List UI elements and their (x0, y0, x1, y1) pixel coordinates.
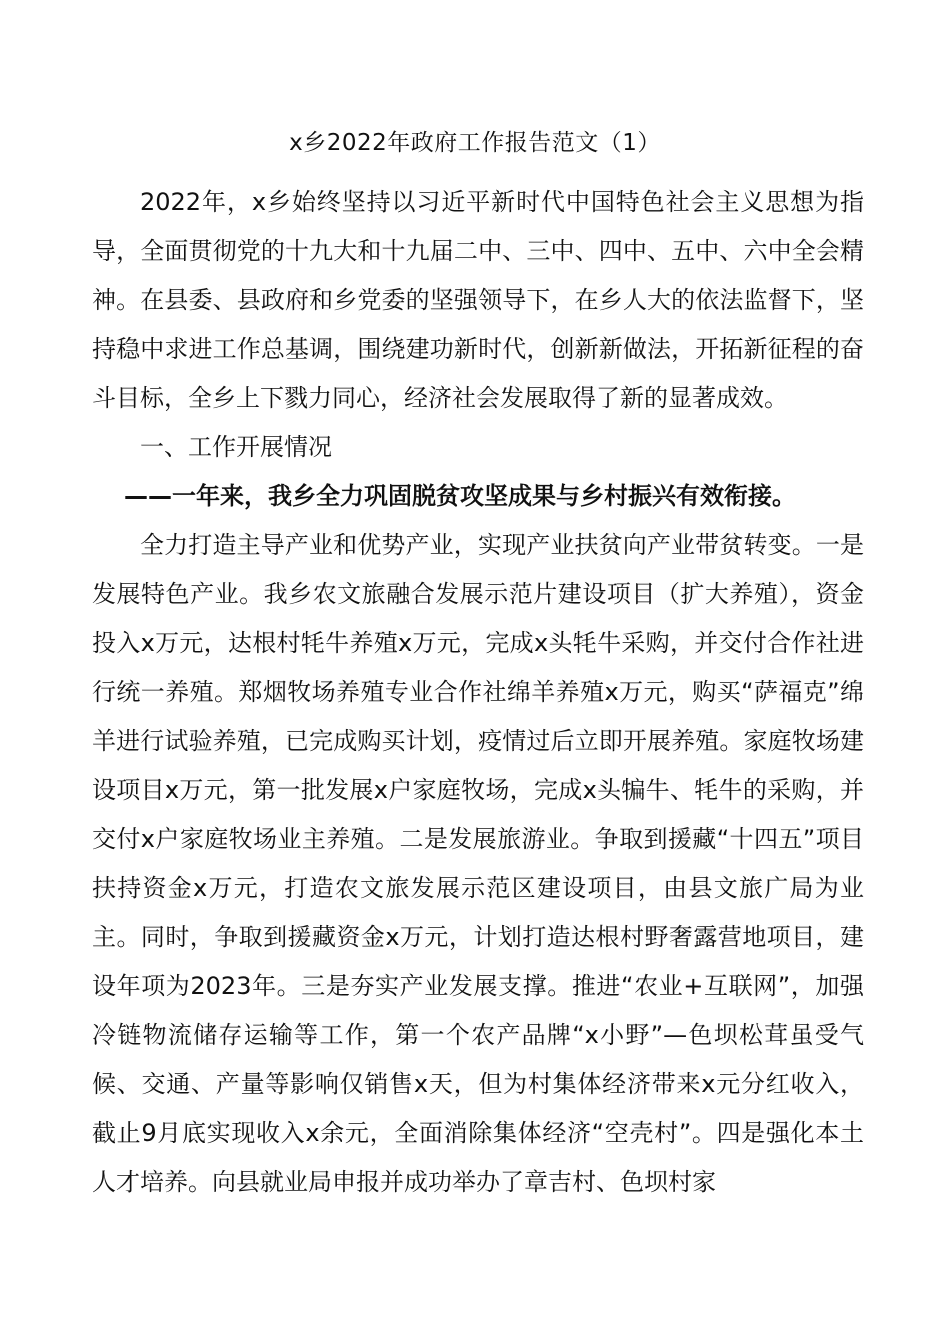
bold-summary-line: ——一年来，我乡全力巩固脱贫攻坚成果与乡村振兴有效衔接。 (124, 482, 796, 510)
intro-paragraph: 2022年，x乡始终坚持以习近平新时代中国特色社会主义思想为指导，全面贯彻党的十九大和十九届二中、三中、四中、五中、六中全会精神。在县委、县政府和乡党委的坚强领导下，在乡人大的依法监督下，坚持稳中求进工作总基调，围绕建功新时代，创新新做法，开拓新征程的奋斗目标，全乡上下戮力同心，经济社会发展取得了新的显著成效。 (92, 188, 864, 412)
document-body (92, 178, 864, 1207)
document-title: x乡2022年政府工作报告范文（1） (289, 130, 661, 156)
body-paragraph: 全力打造主导产业和优势产业，实现产业扶贫向产业带贫转变。一是发展特色产业。我乡农文旅融合发展示范片建设项目（扩大养殖），资金投入x万元，达根村牦牛养殖x万元，完成x头牦牛采购，并交付合作社进行统一养殖。郑烟牧场养殖专业合作社绵羊养殖x万元，购买“萨福克”绵羊进行试验养殖，已完成购买计划，疫情过后立即开展养殖。家庭牧场建设项目x万元，第一批发展x户家庭牧场，完成x头犏牛、牦牛的采购，并交付x户家庭牧场业主养殖。二是发展旅游业。争取到援藏“十四五”项目扶持资金x万元，打造农文旅发展示范区建设项目，由县文旅广局为业主。同时，争取到援藏资金x万元，计划打造达根村野奢露营地项目，建设年项为2023年。三是夯实产业发展支撑。推进“农业+互联网”，加强冷链物流储存运输等工作，第一个农产品牌“x小野”—色坝松茸虽受气候、交通、产量等影响仅销售x天，但为村集体经济带来x元分红收入，截止9月底实现收入x余元，全面消除集体经济“空壳村”。四是强化本土人才培养。向县就业局申报并成功举办了章吉村、色坝村家 (92, 531, 864, 1196)
section-heading: 一、工作开展情况 (140, 433, 332, 461)
